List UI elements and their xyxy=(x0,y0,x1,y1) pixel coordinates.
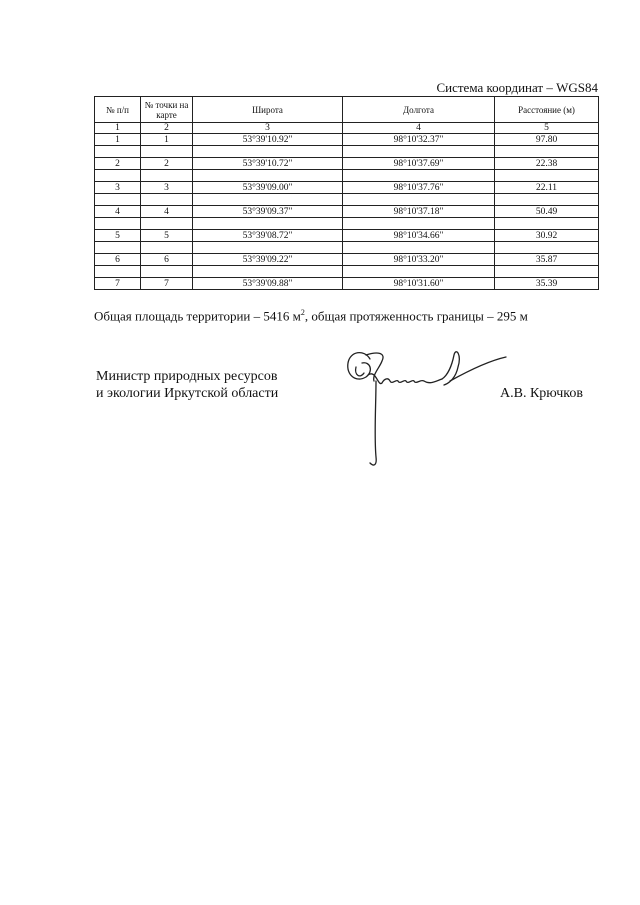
column-index: 3 xyxy=(193,123,343,134)
spacer-cell xyxy=(495,194,599,206)
spacer-cell xyxy=(495,170,599,182)
spacer-cell xyxy=(193,170,343,182)
spacer-cell xyxy=(495,266,599,278)
signer-position xyxy=(96,368,278,402)
spacer-cell xyxy=(95,218,141,230)
spacer-cell xyxy=(193,194,343,206)
spacer-cell xyxy=(343,218,495,230)
total-area-text xyxy=(94,305,614,323)
spacer-cell xyxy=(95,266,141,278)
spacer-cell xyxy=(495,146,599,158)
spacer-cell xyxy=(141,194,193,206)
cell-distance: 35.87 xyxy=(495,254,599,266)
cell-map-point: 4 xyxy=(141,206,193,218)
cell-longitude: 98°10'37.18" xyxy=(343,206,495,218)
cell-distance: 22.11 xyxy=(495,182,599,194)
spacer-cell xyxy=(343,194,495,206)
position-line-1: Министр природных ресурсов xyxy=(96,369,278,384)
cell-distance: 50.49 xyxy=(495,206,599,218)
handwritten-signature xyxy=(330,345,510,470)
cell-latitude: 53°39'09.00" xyxy=(193,182,343,194)
column-index: 5 xyxy=(495,123,599,134)
cell-latitude: 53°39'09.88" xyxy=(193,278,343,290)
table-row xyxy=(95,134,599,146)
cell-row-number: 6 xyxy=(95,254,141,266)
cell-map-point: 6 xyxy=(141,254,193,266)
area-text: Общая площадь территории – 5416 м xyxy=(94,308,301,324)
column-index: 2 xyxy=(141,123,193,134)
spacer-row xyxy=(95,218,599,230)
spacer-cell xyxy=(495,242,599,254)
spacer-cell xyxy=(193,242,343,254)
spacer-cell xyxy=(141,242,193,254)
spacer-cell xyxy=(343,266,495,278)
cell-row-number: 3 xyxy=(95,182,141,194)
table-row xyxy=(95,278,599,290)
cell-longitude: 98°10'37.76" xyxy=(343,182,495,194)
spacer-row xyxy=(95,146,599,158)
cell-longitude: 98°10'31.60" xyxy=(343,278,495,290)
cell-row-number: 5 xyxy=(95,230,141,242)
cell-longitude: 98°10'34.66" xyxy=(343,230,495,242)
spacer-row xyxy=(95,170,599,182)
table-row xyxy=(95,182,599,194)
column-index-row xyxy=(95,123,599,134)
cell-map-point: 1 xyxy=(141,134,193,146)
perimeter-text: , общая протяженность границы – 295 м xyxy=(304,308,528,324)
spacer-cell xyxy=(343,146,495,158)
area-superscript: 2 xyxy=(300,308,305,317)
table-header-row xyxy=(95,97,599,123)
header-map-point: № точки на карте xyxy=(141,97,193,123)
cell-distance: 97.80 xyxy=(495,134,599,146)
spacer-cell xyxy=(95,194,141,206)
cell-distance: 22.38 xyxy=(495,158,599,170)
spacer-cell xyxy=(95,146,141,158)
spacer-cell xyxy=(95,242,141,254)
spacer-cell xyxy=(95,170,141,182)
spacer-cell xyxy=(495,218,599,230)
table-row xyxy=(95,254,599,266)
header-latitude: Широта xyxy=(193,97,343,123)
cell-row-number: 1 xyxy=(95,134,141,146)
cell-map-point: 5 xyxy=(141,230,193,242)
cell-row-number: 4 xyxy=(95,206,141,218)
cell-latitude: 53°39'09.37" xyxy=(193,206,343,218)
table-row xyxy=(95,158,599,170)
cell-distance: 35.39 xyxy=(495,278,599,290)
spacer-cell xyxy=(141,218,193,230)
table-row xyxy=(95,206,599,218)
spacer-cell xyxy=(193,146,343,158)
spacer-cell xyxy=(141,266,193,278)
cell-distance: 30.92 xyxy=(495,230,599,242)
cell-longitude: 98°10'33.20" xyxy=(343,254,495,266)
header-longitude: Долгота xyxy=(343,97,495,123)
header-row-number: № п/п xyxy=(95,97,141,123)
cell-map-point: 2 xyxy=(141,158,193,170)
cell-latitude: 53°39'10.92" xyxy=(193,134,343,146)
spacer-cell xyxy=(193,218,343,230)
cell-latitude: 53°39'08.72" xyxy=(193,230,343,242)
cell-longitude: 98°10'32.37" xyxy=(343,134,495,146)
column-index: 4 xyxy=(343,123,495,134)
coordinate-system-label: Система координат – WGS84 xyxy=(436,80,598,95)
cell-latitude: 53°39'10.72" xyxy=(193,158,343,170)
cell-latitude: 53°39'09.22" xyxy=(193,254,343,266)
signer-name: А.В. Крючков xyxy=(500,386,583,401)
cell-map-point: 7 xyxy=(141,278,193,290)
coordinates-table xyxy=(94,96,599,290)
spacer-cell xyxy=(141,170,193,182)
cell-row-number: 7 xyxy=(95,278,141,290)
cell-row-number: 2 xyxy=(95,158,141,170)
spacer-cell xyxy=(343,242,495,254)
cell-longitude: 98°10'37.69" xyxy=(343,158,495,170)
cell-map-point: 3 xyxy=(141,182,193,194)
table-row xyxy=(95,230,599,242)
column-index: 1 xyxy=(95,123,141,134)
spacer-cell xyxy=(193,266,343,278)
spacer-cell xyxy=(141,146,193,158)
spacer-row xyxy=(95,194,599,206)
spacer-cell xyxy=(343,170,495,182)
spacer-row xyxy=(95,242,599,254)
header-distance: Расстояние (м) xyxy=(495,97,599,123)
position-line-2: и экологии Иркутской области xyxy=(96,386,279,401)
spacer-row xyxy=(95,266,599,278)
